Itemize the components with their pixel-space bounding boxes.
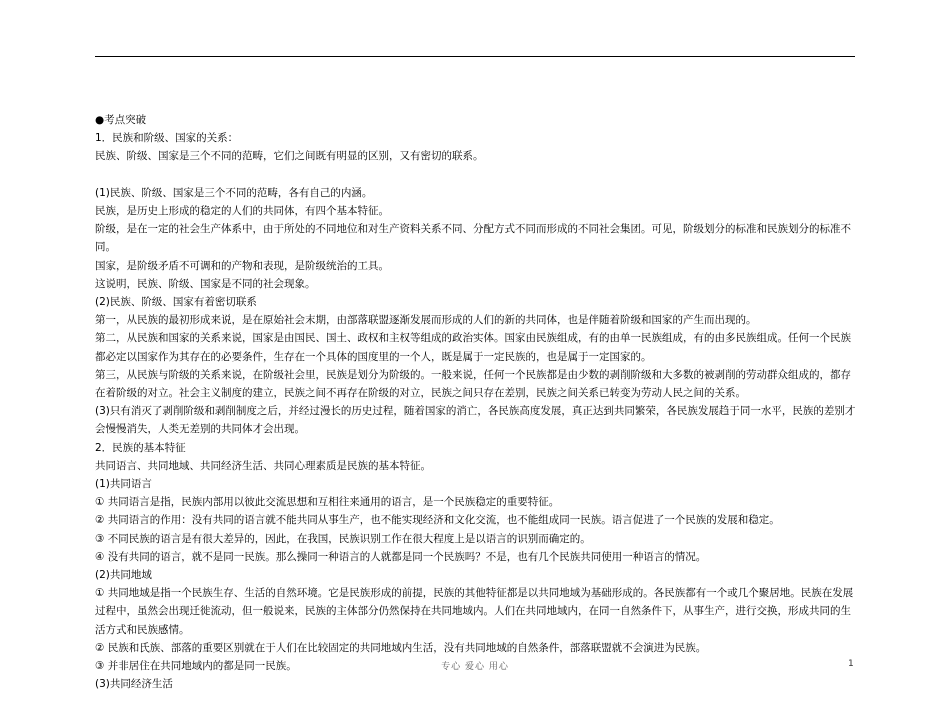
paragraph: 民族，是历史上形成的稳定的人们的共同体，有四个基本特征。 xyxy=(95,205,389,217)
blank-line xyxy=(95,166,857,184)
paragraph: 第二，从民族和国家的关系来说，国家是由国民、国土、政权和主权等组成的政治实体。国家由民族组成，有的由单一民族组成，有的由多民族组成。任何一个民族都必定以国家作为其存在的必要条件，生存在一个具体的国度里的一个人，既是属于一定民族的，也是属于一定国家的。 xyxy=(95,332,851,363)
paragraph: 第三，从民族与阶级的关系来说，在阶级社会里，民族是划分为阶级的。一般来说，任何一个民族都是由少数的剥削阶级和大多数的被剥削的劳动群众组成的，都存在着阶级的对立。社会主义制度的建立，民族之间不再存在阶级的对立，民族之间只存在差别，民族之间关系已转变为劳动人民之间的关系。 xyxy=(95,368,851,400)
heading-2: 2．民族的基本特征 xyxy=(95,441,186,454)
paragraph: ④ 没有共同的语言，就不是同一民族。那么操同一种语言的人就都是同一个民族吗？不是，也有几个民族共同使用一种语言的情况。 xyxy=(95,550,707,563)
header-rule xyxy=(95,56,855,57)
paragraph: 这说明，民族、阶级、国家是不同的社会现象。 xyxy=(95,277,316,290)
paragraph: 民族、阶级、国家是三个不同的范畴，它们之间既有明显的区别，又有密切的联系。 xyxy=(95,150,484,163)
paragraph: 共同语言、共同地域、共同经济生活、共同心理素质是民族的基本特征。 xyxy=(95,459,431,472)
section-marker: ●考点突破 xyxy=(95,114,147,126)
paragraph: 第一，从民族的最初形成来说，是在原始社会末期，由部落联盟逐渐发展而形成的人们的新的共同体，也是伴随着阶级和国家的产生而出现的。 xyxy=(95,314,757,327)
document-body xyxy=(95,111,857,693)
paragraph: 阶级，是在一定的社会生产体系中，由于所处的不同地位和对生产资料关系不同、分配方式不同而形成的不同社会集团。可见，阶级划分的标准和民族划分的标准不同。 xyxy=(95,223,851,254)
paragraph: ② 民族和氏族、部落的重要区别就在于人们在比较固定的共同地域内生活，没有共同地域的自然条件，部落联盟就不会演进为民族。 xyxy=(95,641,707,654)
paragraph: (1)共同语言 xyxy=(95,478,152,491)
footer-motto: 专心 爱心 用心 xyxy=(441,662,509,672)
paragraph: ① 共同语言是指，民族内部用以彼此交流思想和互相往来通用的语言，是一个民族稳定的重要特征。 xyxy=(95,496,560,509)
paragraph: ③ 不同民族的语言是有很大差异的，因此，在我国，民族识别工作在很大程度上是以语言的识别而确定的。 xyxy=(95,532,591,545)
paragraph: (2)民族、阶级、国家有着密切联系 xyxy=(95,296,257,309)
paragraph: (2)共同地域 xyxy=(95,569,152,582)
paragraph: (1)民族、阶级、国家是三个不同的范畴，各有自己的内涵。 xyxy=(95,186,373,199)
paragraph: ② 共同语言的作用：没有共同的语言就不能共同从事生产，也不能实现经济和文化交流，也不能组成同一民族。语言促进了一个民族的发展和稳定。 xyxy=(95,514,780,527)
paragraph: ① 共同地域是指一个民族生存、生活的自然环境。它是民族形成的前提，民族的其他特征都是以共同地域为基础形成的。各民族都有一个或几个聚居地。民族在发展过程中，虽然会出现迁徙流动，但一般说来，民族的主体部分仍然保持在共同地域内。人们在共同地域内，在同一自然条件下，从事生产，进行交换，形成共同的生活方式和民族感情。 xyxy=(95,587,854,636)
paragraph: 国家，是阶级矛盾不可调和的产物和表现，是阶级统治的工具。 xyxy=(95,259,389,272)
page-number: 1 xyxy=(848,659,854,669)
paragraph: ③ 并非居住在共同地域内的都是同一民族。 xyxy=(95,660,297,673)
paragraph: (3)共同经济生活 xyxy=(95,678,173,691)
heading-1: 1．民族和阶级、国家的关系： xyxy=(95,132,239,145)
paragraph: (3)只有消灭了剥削阶级和剥削制度之后，并经过漫长的历史过程，随着国家的消亡，各民族高度发展，真正达到共同繁荣，各民族发展趋于同一水平，民族的差别才会慢慢消失，人类无差别的共同体才会出现。 xyxy=(95,405,856,436)
